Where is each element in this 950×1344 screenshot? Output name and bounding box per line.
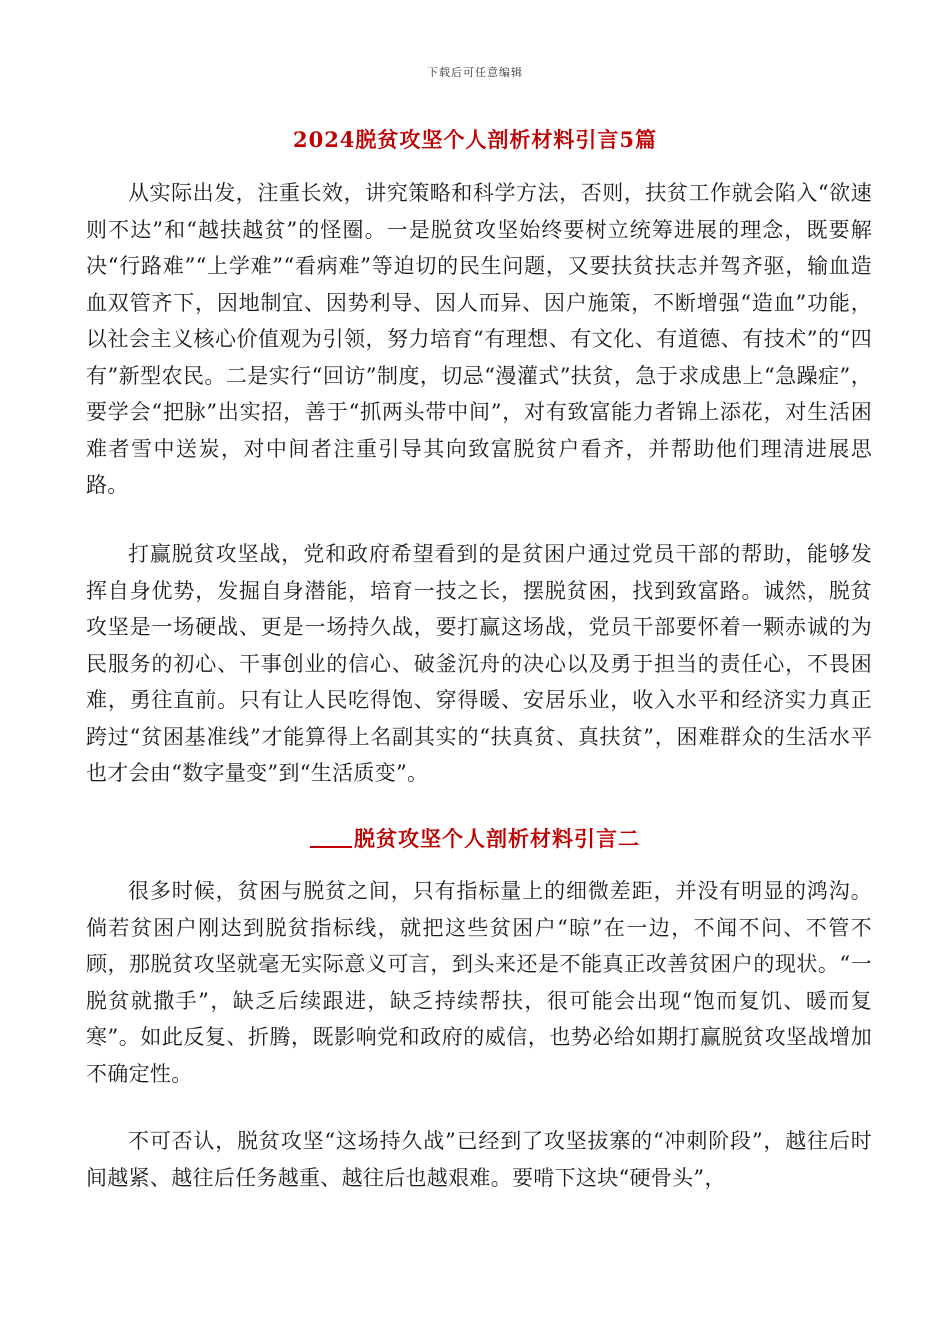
paragraph-4: 不可否认，脱贫攻坚“这场持久战”已经到了攻坚拔寨的“冲刺阶段”，越往后时间越紧、越往后任务越重、越往后也越艰难。要啃下这块“硬骨头”，: [86, 1129, 872, 1190]
section-heading-text: 脱贫攻坚个人剖析材料引言二: [354, 826, 640, 851]
section-heading-two: [0, 823, 950, 853]
fill-in-blank-line: [310, 826, 352, 848]
document-title: 2024脱贫攻坚个人剖析材料引言5篇: [292, 127, 658, 152]
header-note: 下载后可任意编辑: [427, 66, 523, 79]
paragraph-3: 很多时候，贫困与脱贫之间，只有指标量上的细微差距，并没有明显的鸿沟。倘若贫困户刚达到脱贫指标线，就把这些贫困户“晾”在一边，不闻不问、不管不顾，那脱贫攻坚就毫无实际意义可言，到头来还是不能真正改善贫困户的现状。“一脱贫就撒手”，缺乏后续跟进，缺乏持续帮扶，很可能会出现“饱而复饥、暖而复寒”。如此反复、折腾，既影响党和政府的威信，也势必给如期打赢脱贫攻坚战增加不确定性。: [86, 879, 872, 1086]
paragraph-2: 打赢脱贫攻坚战，党和政府希望看到的是贫困户通过党员干部的帮助，能够发挥自身优势，发掘自身潜能，培育一技之长，摆脱贫困，找到致富路。诚然，脱贫攻坚是一场硬战、更是一场持久战，要打赢这场战，党员干部要怀着一颗赤诚的为民服务的初心、干事创业的信心、破釜沉舟的决心以及勇于担当的责任心，不畏困难，勇往直前。只有让人民吃得饱、穿得暖、安居乐业，收入水平和经济实力真正跨过“贫困基准线”才能算得上名副其实的“扶真贫、真扶贫”，困难群众的生活水平也才会由“数字量变”到“生活质变”。: [86, 542, 872, 785]
paragraph-1: 从实际出发，注重长效，讲究策略和科学方法，否则，扶贫工作就会陷入“欲速则不达”和“越扶越贫”的怪圈。一是脱贫攻坚始终要树立统筹进展的理念，既要解决“行路难”“上学难”“看病难”等迫切的民生问题，又要扶贫扶志并驾齐驱，输血造血双管齐下，因地制宜、因势利导、因人而异、因户施策，不断增强“造血”功能，以社会主义核心价值观为引领，努力培育“有理想、有文化、有道德、有技术”的“四有”新型农民。二是实行“回访”制度，切忌“漫灌式”扶贫，急于求成患上“急躁症”，要学会“把脉”出实招，善于“抓两头带中间”，对有致富能力者锦上添花，对生活困难者雪中送炭，对中间者注重引导其向致富脱贫户看齐，并帮助他们理清进展思路。: [86, 181, 872, 497]
